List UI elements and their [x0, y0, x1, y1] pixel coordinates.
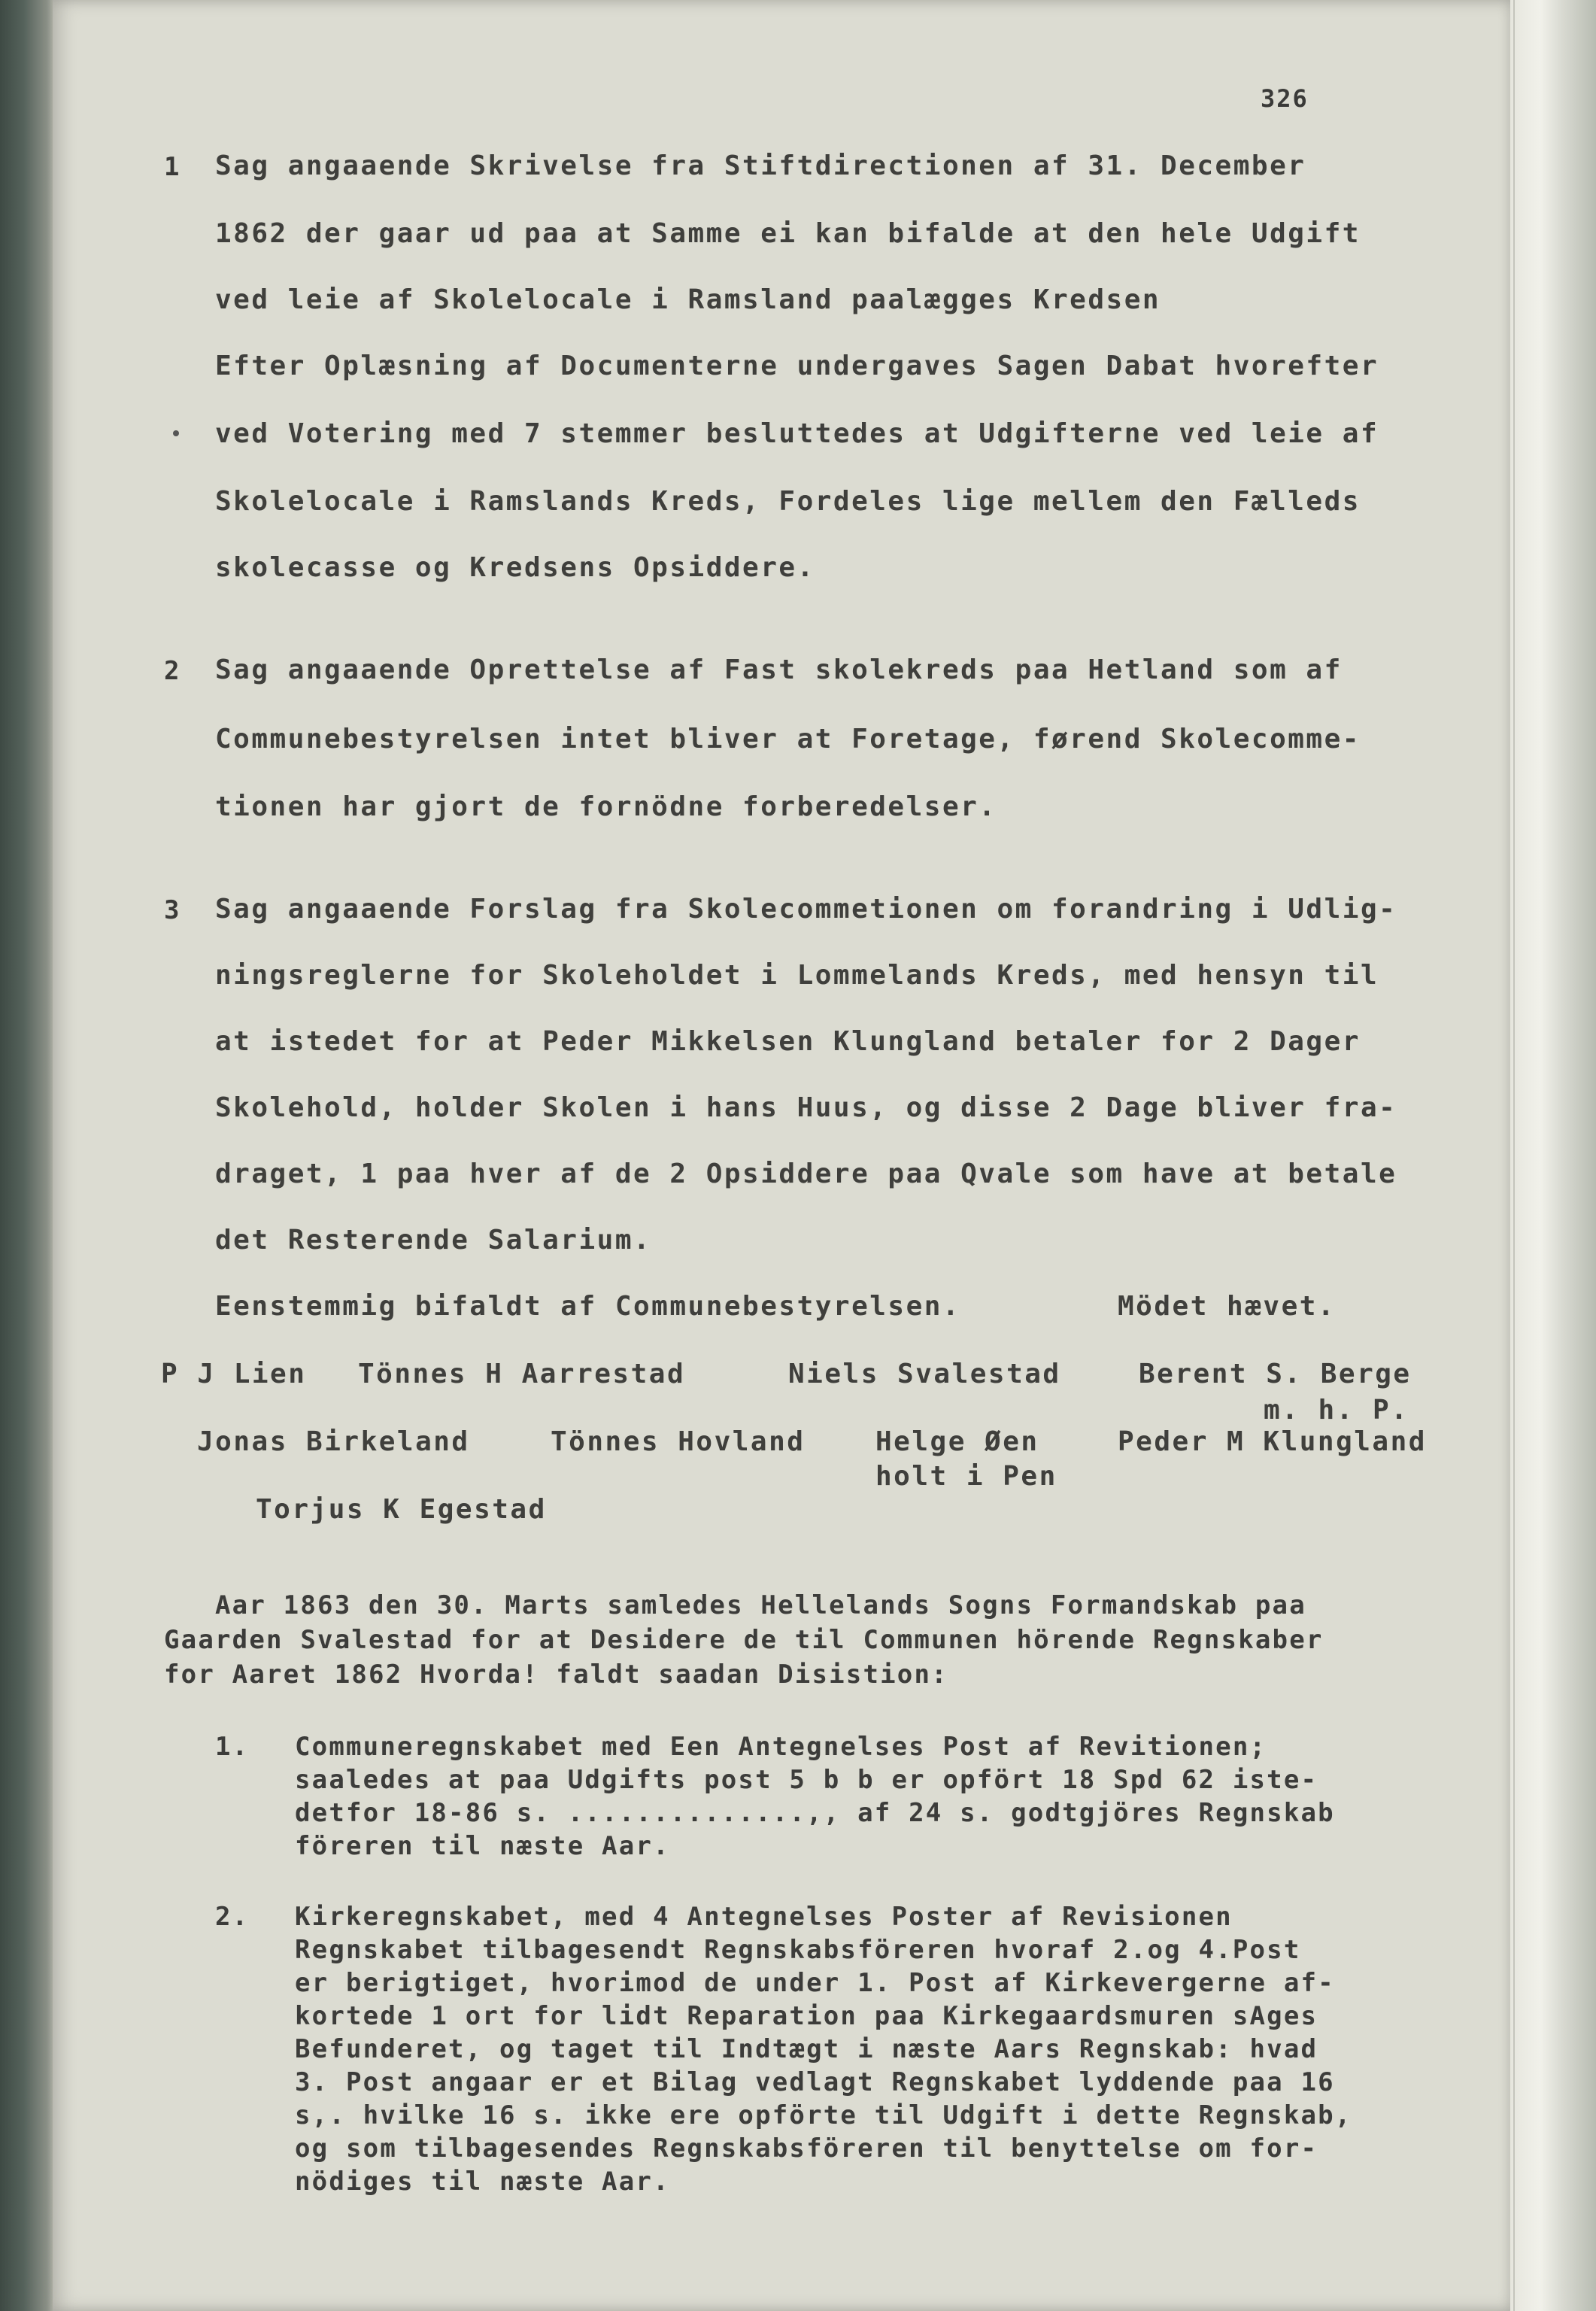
item-number: 1 [164, 152, 180, 182]
item-line: Skolehold, holder Skolen i hans Huus, og disse 2 Dage bliver fra- [215, 1092, 1397, 1123]
signature-note: holt i Pen [875, 1461, 1057, 1492]
minutes-intro-line: Aar 1863 den 30. Marts samledes Hellelands Sogns Formandskab paa [215, 1590, 1306, 1620]
item-line: draget, 1 paa hver af de 2 Opsiddere paa Qvale som have at betale [215, 1159, 1397, 1189]
item-line: 1862 der gaar ud paa at Samme ei kan bifalde at den hele Udgift [215, 218, 1361, 249]
signature: P J Lien [161, 1359, 307, 1389]
item-line: at istedet for at Peder Mikkelsen Klungland betaler for 2 Dager [215, 1026, 1361, 1057]
minutes-intro-line: Gaarden Svalestad for at Desidere de til Communen hörende Regnskaber [164, 1625, 1324, 1655]
book-binding [0, 0, 59, 2311]
point-number: 1. [215, 1732, 250, 1762]
item-line: Sag angaaende Oprettelse af Fast skolekreds paa Hetland som af [215, 654, 1343, 685]
point-line: 3. Post angaar er et Bilag vedlagt Regnskabet lyddende paa 16 [295, 2067, 1335, 2097]
item-line: Efter Oplæsning af Documenterne undergaves Sagen Dabat hvorefter [215, 351, 1379, 381]
margin-dot [173, 430, 179, 436]
point-line: nödiges til næste Aar. [295, 2167, 670, 2197]
item-line: det Resterende Salarium. [215, 1225, 652, 1256]
signature: Berent S. Berge [1139, 1359, 1412, 1389]
page-edge [1510, 0, 1596, 2311]
item-number: 3 [164, 895, 180, 925]
signature: Peder M Klungland [1118, 1426, 1427, 1457]
signature: Niels Svalestad [788, 1359, 1061, 1389]
page-number: 326 [1261, 84, 1309, 113]
item-line: ningsreglerne for Skoleholdet i Lommelands Kreds, med hensyn til [215, 960, 1379, 991]
signature: Tönnes H Aarrestad [358, 1359, 686, 1389]
point-line: kortede 1 ort for lidt Reparation paa Kirkegaardsmuren sAges [295, 2001, 1318, 2031]
point-line: Kirkeregnskabet, med 4 Antegnelses Poster af Revisionen [295, 1902, 1233, 1932]
point-line: og som tilbagesendes Regnskabsföreren til benyttelse om for- [295, 2133, 1318, 2164]
item-line: tionen har gjort de fornödne forberedelser. [215, 791, 997, 822]
item-line: ved leie af Skolelocale i Ramsland paalægges Kredsen [215, 284, 1161, 315]
item-number: 2 [164, 656, 180, 686]
point-number: 2. [215, 1902, 250, 1932]
point-line: Communeregnskabet med Een Antegnelses Post af Revitionen; [295, 1732, 1267, 1762]
point-line: föreren til næste Aar. [295, 1831, 670, 1861]
point-line: saaledes at paa Udgifts post 5 b b er opfört 18 Spd 62 iste- [295, 1765, 1318, 1795]
item-line: Communebestyrelsen intet bliver at Foretage, førend Skolecomme- [215, 724, 1361, 755]
item-line: Skolelocale i Ramslands Kreds, Fordeles lige mellem den Fælleds [215, 486, 1361, 517]
point-line: Befunderet, og taget til Indtægt i næste Aars Regnskab: hvad [295, 2034, 1318, 2064]
signature: Torjus K Egestad [256, 1494, 547, 1525]
item-line: Sag angaaende Forslag fra Skolecommetionen om forandring i Udlig- [215, 894, 1397, 925]
point-line: s,. hvilke 16 s. ikke ere opförte til Udgift i dette Regnskab, [295, 2100, 1352, 2130]
point-line: er berigtiget, hvorimod de under 1. Post af Kirkevergerne af- [295, 1968, 1335, 1998]
item-line: ved Votering med 7 stemmer besluttedes at Udgifterne ved leie af [215, 418, 1379, 449]
signature: Jonas Birkeland [197, 1426, 470, 1457]
item-line: Sag angaaende Skrivelse fra Stiftdirectionen af 31. December [215, 150, 1306, 181]
resolution-text: Eenstemmig bifaldt af Communebestyrelsen. [215, 1291, 961, 1322]
point-line: Regnskabet tilbagesendt Regnskabsföreren hvoraf 2.og 4.Post [295, 1935, 1301, 1965]
point-line: detfor 18-86 s. ..............,, af 24 s. godtgjöres Regnskab [295, 1798, 1335, 1828]
minutes-intro-line: for Aaret 1862 Hvorda! faldt saadan Disistion: [164, 1660, 948, 1690]
meeting-closed: Mödet hævet. [1118, 1291, 1337, 1322]
item-line: skolecasse og Kredsens Opsiddere. [215, 552, 815, 583]
signature: Helge Øen [875, 1426, 1039, 1457]
signature-note: m. h. P. [1264, 1395, 1409, 1426]
signature: Tönnes Hovland [551, 1426, 806, 1457]
